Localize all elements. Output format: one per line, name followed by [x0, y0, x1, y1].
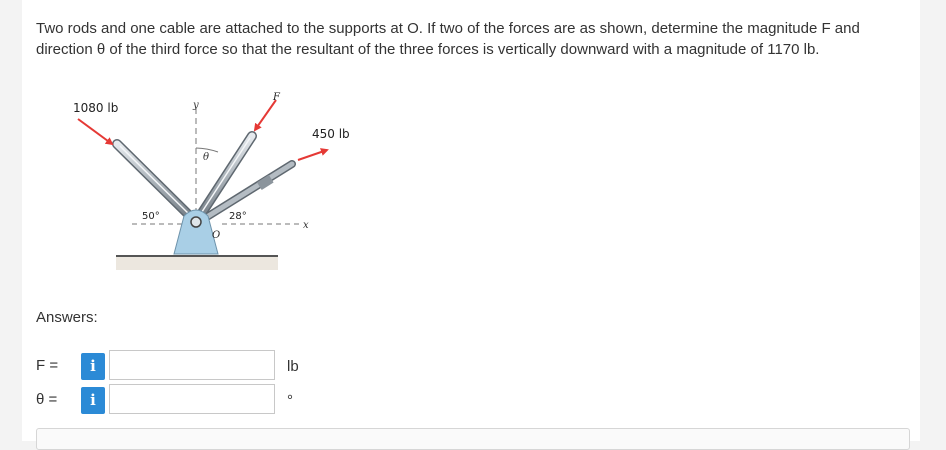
- theta-label: θ: [203, 152, 210, 163]
- next-section-bar: [36, 428, 910, 450]
- info-icon[interactable]: i: [81, 387, 105, 414]
- theta-answer-input[interactable]: [109, 384, 275, 414]
- y-axis-label: y: [193, 100, 199, 111]
- question-text: Two rods and one cable are attached to the supports at O. If two of the forces are as shown, determine the magnitude F and direction θ of the third force so that the resultant of the three forces is vertically downward with a magnitude of 1170 lb.: [36, 20, 860, 58]
- info-icon[interactable]: i: [81, 353, 105, 380]
- angle-50-label: 50°: [142, 211, 160, 222]
- ground: [116, 256, 278, 270]
- f-answer-input[interactable]: [109, 350, 275, 380]
- question-card: [22, 0, 920, 441]
- force-f-label: F: [273, 92, 280, 103]
- force-450-label: 450 lb: [312, 127, 350, 141]
- unit-degree: °: [287, 392, 293, 409]
- unit-lb: lb: [287, 358, 299, 375]
- force-450-arrow: [298, 150, 327, 160]
- x-axis-label: x: [303, 220, 309, 231]
- origin-label: O: [212, 230, 221, 241]
- problem-figure: [62, 86, 362, 291]
- force-1080-arrow: [78, 119, 112, 144]
- pin-o: [191, 217, 201, 227]
- force-f-arrow: [255, 100, 276, 130]
- answer-row-f: [36, 350, 436, 382]
- truncated-previous-line: [36, 0, 226, 3]
- rods-diagram: [62, 86, 362, 286]
- angle-28-label: 28°: [229, 211, 247, 222]
- answers-label: Answers:: [36, 309, 98, 326]
- force-1080-label: 1080 lb: [73, 101, 119, 115]
- answer-var-f: F =: [36, 357, 59, 374]
- answer-var-theta: θ =: [36, 391, 58, 408]
- answer-row-theta: [36, 384, 436, 416]
